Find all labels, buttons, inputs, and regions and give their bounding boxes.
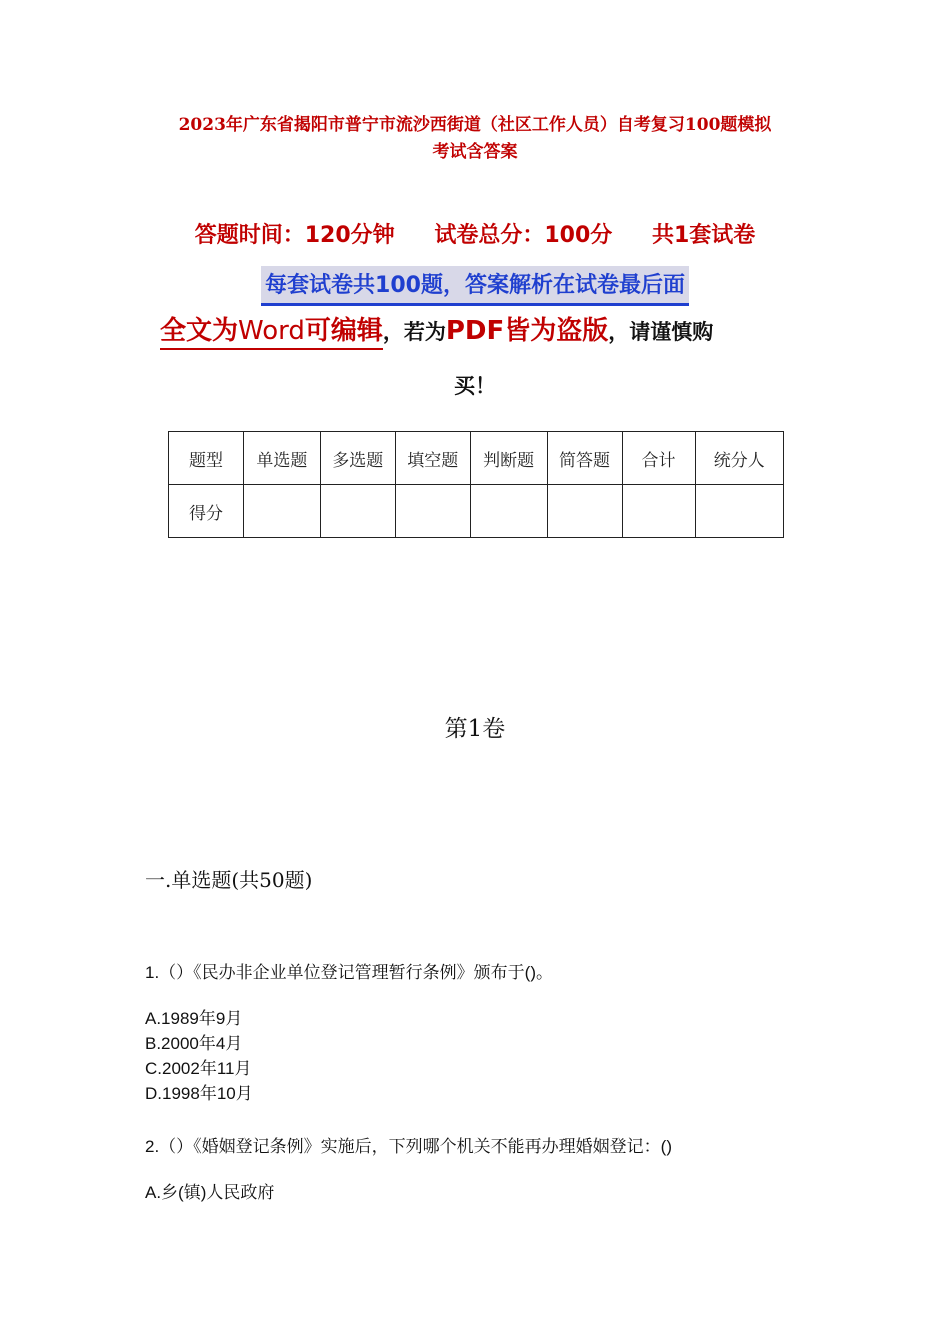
word-notice xyxy=(160,313,820,352)
word-notice-part6: ，请谨慎购 xyxy=(608,320,714,344)
option-item: B.2000年4月 xyxy=(145,1034,243,1053)
score-table-score-row xyxy=(169,485,784,538)
score-input-cell[interactable] xyxy=(320,485,395,538)
promo-text: 每套试卷共100题，答案解析在试卷最后面 xyxy=(261,266,689,306)
exam-info xyxy=(0,218,950,249)
question-2-options xyxy=(145,1180,274,1205)
score-input-cell[interactable] xyxy=(547,485,622,538)
table-cell: 题型 xyxy=(169,432,244,485)
score-input-cell[interactable] xyxy=(243,485,320,538)
table-cell: 判断题 xyxy=(470,432,547,485)
exam-time: 答题时间：120分钟 xyxy=(194,223,395,248)
table-cell: 简答题 xyxy=(547,432,622,485)
word-notice-part2: Word xyxy=(238,316,305,346)
score-input-cell[interactable] xyxy=(470,485,547,538)
document-title xyxy=(120,112,830,166)
exam-total-score: 试卷总分：100分 xyxy=(434,223,613,248)
table-cell: 多选题 xyxy=(320,432,395,485)
question-1-stem: 1.（）《民办非企业单位登记管理暂行条例》颁布于()。 xyxy=(145,963,553,982)
score-input-cell[interactable] xyxy=(622,485,695,538)
table-cell: 统分人 xyxy=(695,432,783,485)
title-line-2: 考试含答案 xyxy=(432,142,518,162)
word-notice-part1: 全文为 xyxy=(160,316,239,346)
promo-banner xyxy=(0,266,950,306)
table-cell: 填空题 xyxy=(395,432,470,485)
word-notice-part5: PDF皆为盗版 xyxy=(445,316,609,346)
score-input-cell[interactable] xyxy=(695,485,783,538)
word-notice-part3: 可编辑 xyxy=(304,316,383,346)
question-2-stem: 2.（）《婚姻登记条例》实施后，下列哪个机关不能再办理婚姻登记：() xyxy=(145,1137,672,1156)
option-item: C.2002年11月 xyxy=(145,1059,252,1078)
word-notice-part4: ，若为 xyxy=(382,320,446,344)
table-cell: 单选题 xyxy=(243,432,320,485)
exam-sets: 共1套试卷 xyxy=(651,223,756,248)
option-item: A.1989年9月 xyxy=(145,1009,243,1028)
section-heading: 一.单选题(共50题) xyxy=(145,868,313,892)
score-table xyxy=(168,431,784,538)
question-1-options xyxy=(145,1006,253,1106)
option-item: D.1998年10月 xyxy=(145,1084,253,1103)
buy-notice: 买！ xyxy=(454,374,496,398)
title-line-1: 2023年广东省揭阳市普宁市流沙西街道（社区工作人员）自考复习100题模拟 xyxy=(178,115,772,135)
volume-heading: 第1卷 xyxy=(444,716,506,742)
score-input-cell[interactable] xyxy=(395,485,470,538)
table-cell: 合计 xyxy=(622,432,695,485)
score-table-header-row xyxy=(169,432,784,485)
table-cell: 得分 xyxy=(169,485,244,538)
option-item: A.乡(镇)人民政府 xyxy=(145,1183,275,1202)
word-notice-underlined xyxy=(160,316,383,350)
